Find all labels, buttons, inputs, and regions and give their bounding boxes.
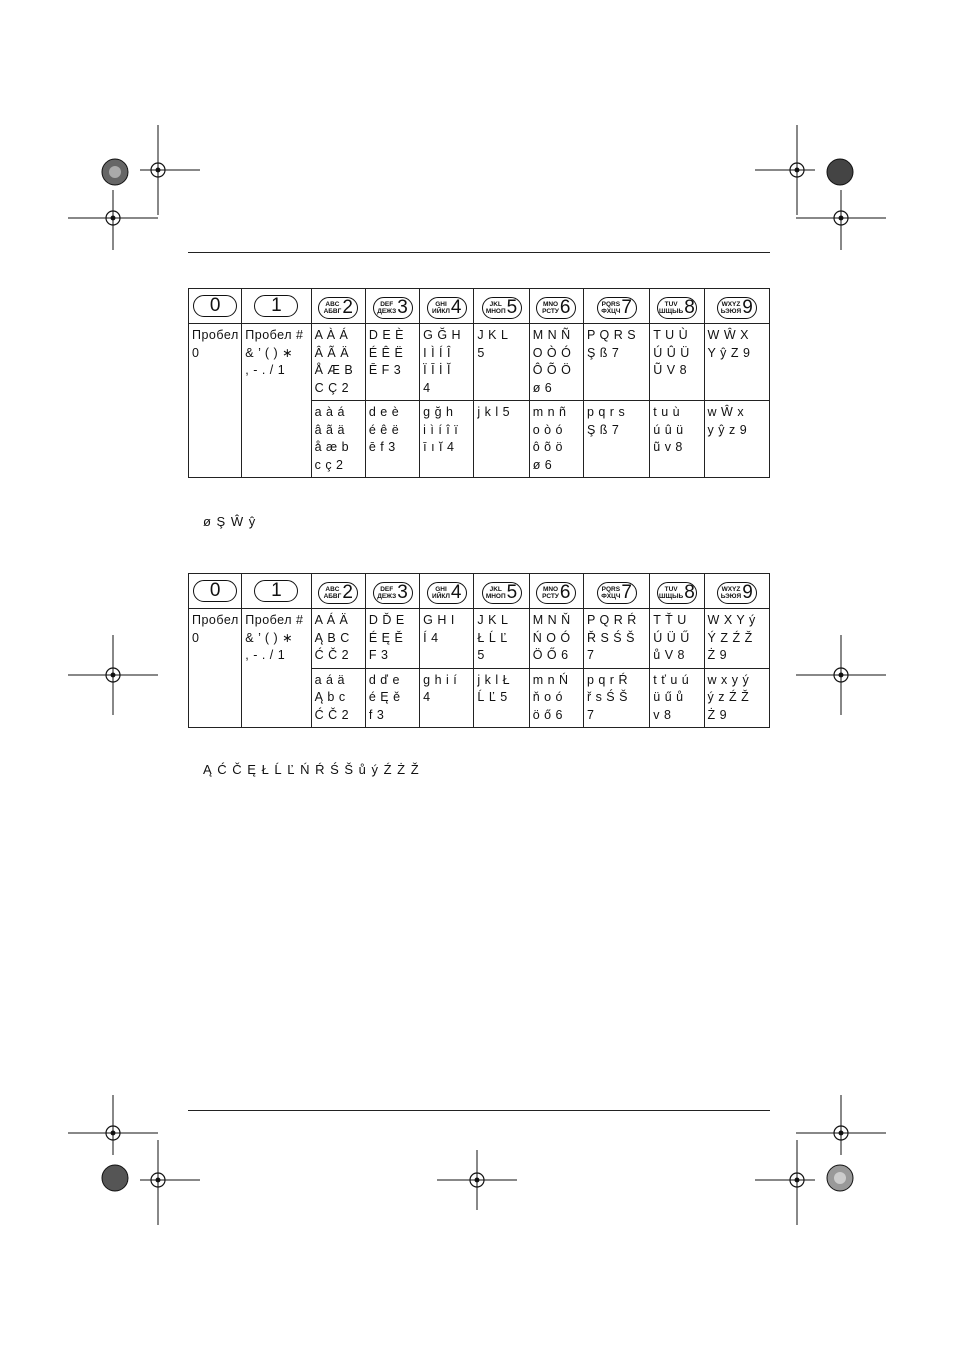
registration-mark-icon — [755, 1140, 815, 1225]
key-3-cell — [365, 289, 419, 324]
key-7-cell — [583, 289, 649, 324]
key-0-cell — [189, 289, 242, 324]
chars-cell: w Ŵ x y ŷ z 9 — [704, 401, 769, 478]
character-table-2 — [188, 573, 770, 728]
key-8-cell — [650, 289, 704, 324]
chars-cell: D E È É Ê Ë Ē F 3 — [365, 324, 419, 401]
key-8-icon: TUV ШЩЫЬ 8 — [657, 297, 697, 319]
key-5-icon: JKL МНОП 5 — [482, 297, 522, 319]
color-target-icon — [100, 157, 130, 187]
registration-mark-icon — [68, 635, 158, 715]
key-6-icon: MNO РСТУ 6 — [536, 297, 576, 319]
chars-cell: P Q R S Ş ß 7 — [583, 324, 649, 401]
key-5-cell — [474, 574, 529, 609]
key-1-icon: 1 — [254, 295, 298, 317]
chars-cell: j k l 5 — [474, 401, 529, 478]
chars-cell: W Ŵ X Y ŷ Z 9 — [704, 324, 769, 401]
key-2-icon: ABC АБВГ 2 — [318, 297, 358, 319]
chars-cell: M N Ň Ń O Ó Ö Ő 6 — [529, 609, 583, 669]
key-4-cell — [420, 574, 474, 609]
registration-mark-icon — [140, 1140, 200, 1225]
key-9-cell — [704, 289, 769, 324]
key-7-icon: PQRS ФХЦЧ 7 — [597, 297, 637, 319]
key-header-row — [189, 289, 770, 324]
key-4-icon: GHI ИЙКЛ 4 — [427, 582, 467, 604]
registration-mark-icon — [796, 635, 886, 715]
chars-cell: m n Ń ň o ó ö ő 6 — [529, 668, 583, 728]
key-6-icon: MNO РСТУ 6 — [536, 582, 576, 604]
footer-rule — [188, 1110, 770, 1111]
key-3-cell — [365, 574, 419, 609]
registration-mark-icon — [437, 1150, 517, 1210]
chars-cell: g ğ h i ì í î ï ī ı ĭ 4 — [420, 401, 474, 478]
chars-cell: a à á â ã ä å æ b c ç 2 — [311, 401, 365, 478]
chars-cell: p q r s Ş ß 7 — [583, 401, 649, 478]
chars-cell: j k l Ł Ĺ Ľ 5 — [474, 668, 529, 728]
chars-cell: W X Y ý Ý Z Ź Ž Ż 9 — [704, 609, 769, 669]
key-3-icon: DEF ДЕЖЗ 3 — [373, 297, 413, 319]
registration-mark-icon — [68, 190, 158, 250]
key-3-icon: DEF ДЕЖЗ 3 — [373, 582, 413, 604]
special-chars-note-1: ø Ş Ŵ ŷ — [203, 514, 257, 529]
key-9-cell — [704, 574, 769, 609]
key-2-icon: ABC АБВГ 2 — [318, 582, 358, 604]
color-target-icon — [100, 1163, 130, 1193]
key-8-cell — [650, 574, 704, 609]
key-7-cell — [583, 574, 649, 609]
key-8-icon: TUV ШЩЫЬ 8 — [657, 582, 697, 604]
chars-cell: g h i í 4 — [420, 668, 474, 728]
uppercase-row — [189, 609, 770, 669]
key-2-cell — [311, 289, 365, 324]
space-zero-cell: Пробел 0 — [189, 324, 242, 478]
key-5-icon: JKL МНОП 5 — [482, 582, 522, 604]
chars-cell: T Ť U Ú Ü Ű ů V 8 — [650, 609, 704, 669]
chars-cell: J K L 5 — [474, 324, 529, 401]
key-6-cell — [529, 289, 583, 324]
key-5-cell — [474, 289, 529, 324]
key-9-icon: WXYZ ЬЭЮЯ 9 — [717, 297, 757, 319]
character-table-1 — [188, 288, 770, 478]
chars-cell: G Ğ H I Ì Í Î Ï Ī İ Ĭ 4 — [420, 324, 474, 401]
chars-cell: P Q R Ŕ Ř S Ś Š 7 — [583, 609, 649, 669]
chars-cell: J K L Ł Ĺ Ľ 5 — [474, 609, 529, 669]
chars-cell: M N Ñ O Ò Ó Ô Õ Ö ø 6 — [529, 324, 583, 401]
key-header-row — [189, 574, 770, 609]
header-rule — [188, 252, 770, 253]
key-4-icon: GHI ИЙКЛ 4 — [427, 297, 467, 319]
chars-cell: p q r Ŕ ř s Ś Š 7 — [583, 668, 649, 728]
key-2-cell — [311, 574, 365, 609]
registration-mark-icon — [796, 190, 886, 250]
uppercase-row — [189, 324, 770, 401]
chars-cell: A À Á Â Ã Ä Å Æ B C Ç 2 — [311, 324, 365, 401]
chars-cell: w x y ý ý z Ź Ž Ż 9 — [704, 668, 769, 728]
special-chars-note-2: Ą Ć Č Ę Ł Ĺ Ľ Ń Ŕ Ś Š ů ý Ź Ż Ž — [203, 762, 420, 777]
chars-cell: t u ù ú û ü ũ v 8 — [650, 401, 704, 478]
chars-cell: T U Ù Ú Û Ü Ũ V 8 — [650, 324, 704, 401]
chars-cell: m n ñ o ò ó ô õ ö ø 6 — [529, 401, 583, 478]
key-6-cell — [529, 574, 583, 609]
key-0-icon: 0 — [193, 580, 237, 602]
chars-cell: t ť u ú ü ű ů v 8 — [650, 668, 704, 728]
key-1-cell — [242, 574, 311, 609]
key-4-cell — [420, 289, 474, 324]
chars-cell: D Ď E É Ę Ě F 3 — [365, 609, 419, 669]
color-target-icon — [825, 1163, 855, 1193]
chars-cell: G H I Í 4 — [420, 609, 474, 669]
chars-cell: d e è é ê ë ē f 3 — [365, 401, 419, 478]
chars-cell: a á ä Ą b c Ć Č 2 — [311, 668, 365, 728]
key-1-icon: 1 — [254, 580, 298, 602]
color-target-icon — [825, 157, 855, 187]
key-0-cell — [189, 574, 242, 609]
key-9-icon: WXYZ ЬЭЮЯ 9 — [717, 582, 757, 604]
chars-cell: A Á Ä Ą B C Ć Č 2 — [311, 609, 365, 669]
symbols-cell: Пробел # & ’ ( ) ∗ , - . / 1 — [242, 609, 311, 728]
key-0-icon: 0 — [193, 295, 237, 317]
space-zero-cell: Пробел 0 — [189, 609, 242, 728]
chars-cell: d ď e é Ę ě f 3 — [365, 668, 419, 728]
key-1-cell — [242, 289, 311, 324]
key-7-icon: PQRS ФХЦЧ 7 — [597, 582, 637, 604]
symbols-cell: Пробел # & ’ ( ) ∗ , - . / 1 — [242, 324, 311, 478]
